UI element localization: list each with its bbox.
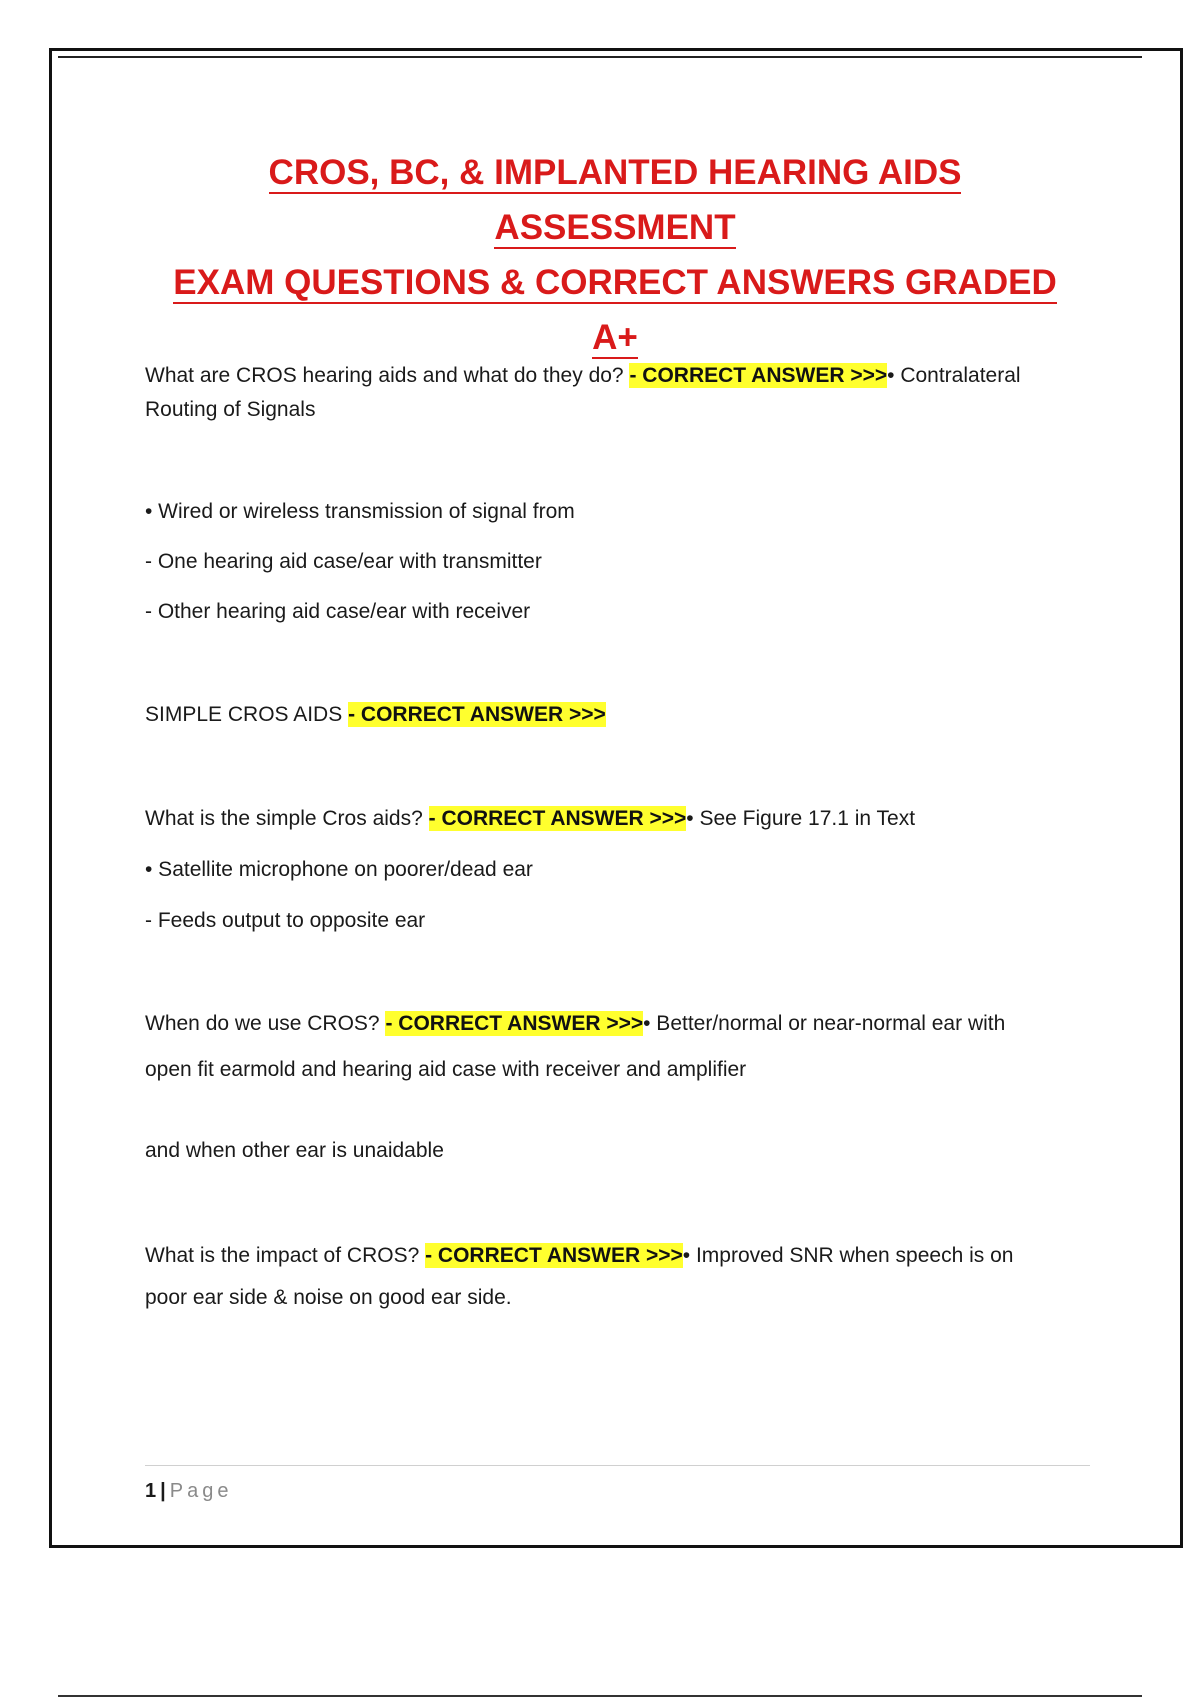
qa-4-line — [145, 1244, 1013, 1268]
qa-2-line — [145, 807, 915, 831]
qa-2-answer: • See Figure 17.1 in Text — [686, 807, 916, 830]
qa-3-line-3: and when other ear is unaidable — [145, 1139, 444, 1162]
qa-3-answer-tag: - CORRECT ANSWER >>> — [385, 1012, 644, 1035]
list-item: • Satellite microphone on poorer/dead ear — [145, 858, 533, 881]
list-item: • Wired or wireless transmission of signal from — [145, 500, 575, 523]
qa-3-line — [145, 1012, 1005, 1036]
page-footer — [145, 1480, 232, 1503]
title-line-2: EXAM QUESTIONS & CORRECT ANSWERS GRADED A+ — [173, 263, 1057, 357]
qa-1-answer-tag: - CORRECT ANSWER >>> — [629, 364, 888, 387]
qa-1-line — [145, 364, 1021, 388]
qa-4-line-2: poor ear side & noise on good ear side. — [145, 1286, 512, 1309]
qa-3-answer: • Better/normal or near-normal ear with — [643, 1012, 1006, 1035]
qa-1-answer: • Contralateral — [887, 364, 1021, 387]
page-label: Page — [169, 1480, 233, 1502]
qa-2-answer-tag: - CORRECT ANSWER >>> — [428, 807, 687, 830]
qa-1-answer-cont: Routing of Signals — [145, 398, 316, 421]
footer-separator: | — [160, 1480, 166, 1502]
qa-4-answer-tag: - CORRECT ANSWER >>> — [425, 1244, 683, 1267]
qa-2-question: What is the simple Cros aids? — [145, 807, 423, 830]
qa-3-line-2: open fit earmold and hearing aid case with receiver and amplifier — [145, 1058, 747, 1081]
section-line — [145, 703, 606, 727]
section-label: SIMPLE CROS AIDS — [145, 703, 343, 726]
qa-4-answer: • Improved SNR when speech is on — [682, 1244, 1014, 1267]
list-item: - Feeds output to opposite ear — [145, 909, 426, 932]
document-title — [150, 145, 1080, 365]
qa-1-question: What are CROS hearing aids and what do they do? — [145, 364, 624, 387]
footer-rule — [145, 1465, 1090, 1466]
qa-4-question: What is the impact of CROS? — [145, 1244, 420, 1267]
section-answer-tag: - CORRECT ANSWER >>> — [348, 703, 606, 726]
list-item: - Other hearing aid case/ear with receiver — [145, 600, 531, 623]
bottom-rule — [58, 1695, 1142, 1697]
title-line-1: CROS, BC, & IMPLANTED HEARING AIDS ASSESSMENT — [268, 153, 962, 247]
qa-3-question: When do we use CROS? — [145, 1012, 380, 1035]
list-item: - One hearing aid case/ear with transmitter — [145, 550, 542, 573]
page-number: 1 — [145, 1480, 157, 1502]
top-rule — [58, 56, 1142, 58]
